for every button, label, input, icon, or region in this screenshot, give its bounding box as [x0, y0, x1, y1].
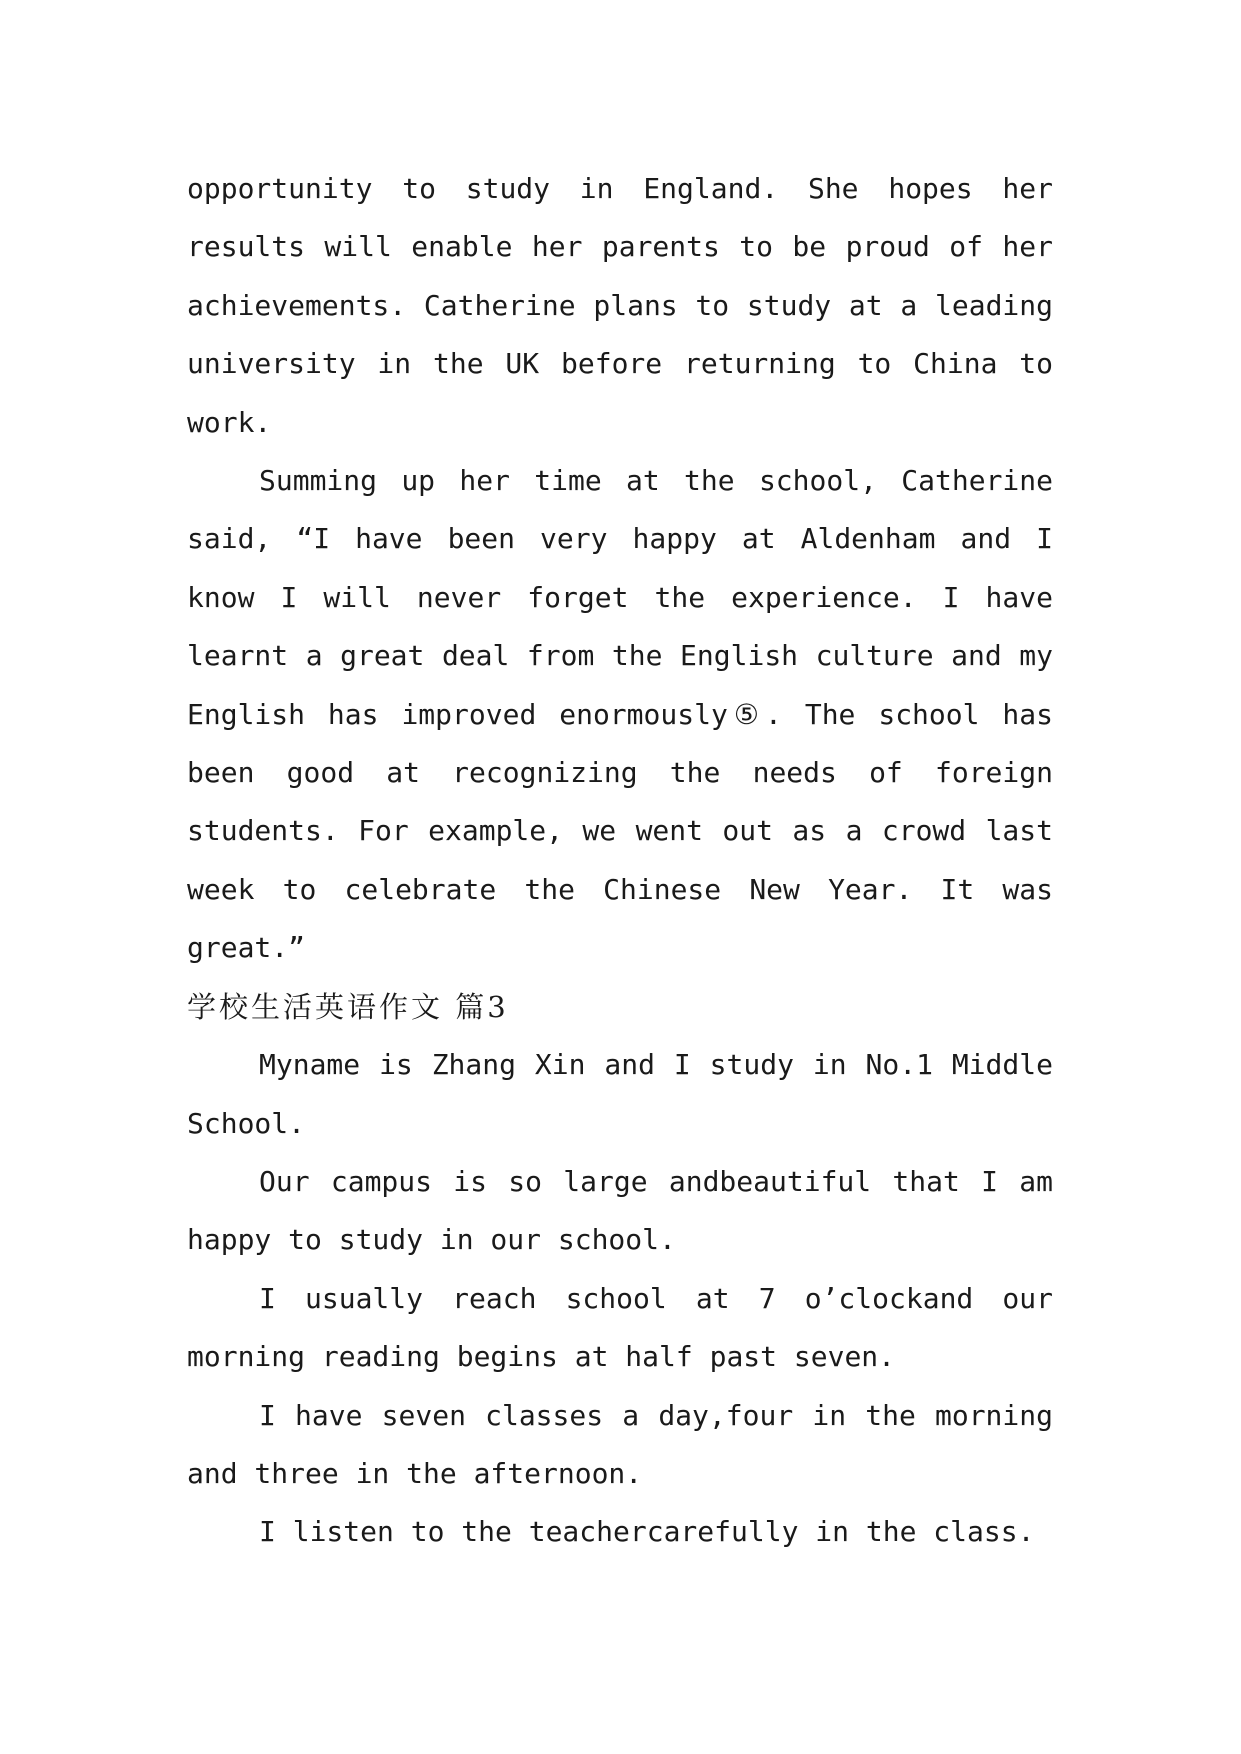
paragraph-catherine-plans: opportunity to study in England. She hopes her results will enable her parents to be proud of her achievements. Catherine plans to study at a leading university in the UK before returning to China to work.: [187, 172, 1053, 439]
paragraph-catherine-quote: Summing up her time at the school, Catherine said, “I have been very happy at Aldenham and I know I will never forget the experience. I have learnt a great deal from the English culture and my English has improved enormously⑤. The school has been good at recognizing the needs of foreign students. For example, we went out as a crowd last week to celebrate the Chinese New Year. It was great.”: [187, 464, 1053, 965]
paragraph-classes: I have seven classes a day,four in the morning and three in the afternoon.: [187, 1398, 1053, 1490]
document-body: [187, 160, 1053, 1562]
paragraph-morning: I usually reach school at 7 o’clockand our morning reading begins at half past seven.: [187, 1281, 1053, 1374]
paragraph-name: Myname is Zhang Xin and I study in No.1 Middle School.: [187, 1048, 1053, 1140]
section-heading: 学校生活英语作文 篇3: [187, 989, 509, 1024]
paragraph-campus: Our campus is so large andbeautiful that I am happy to study in our school.: [187, 1164, 1053, 1257]
paragraph-listen: I listen to the teachercarefully in the class.: [259, 1515, 1035, 1549]
